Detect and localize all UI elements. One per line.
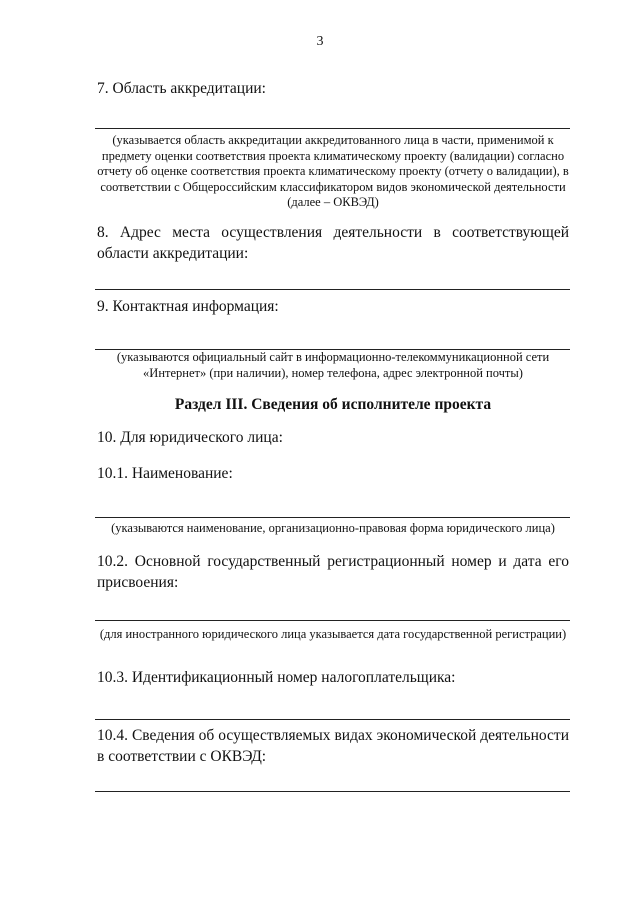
part-3-heading: Раздел III. Сведения об исполнителе проекта [174, 396, 492, 413]
fill-line-10-3 [95, 719, 570, 720]
section-10-1-note: (указываются наименование, организационно-правовая форма юридического лица) [111, 521, 555, 535]
fill-line-10-2 [95, 620, 570, 621]
section-10-label: 10. Для юридического лица: [97, 429, 283, 446]
section-8-label: 8. Адрес места осуществления деятельности в соответствующей области аккредитации: [97, 224, 569, 262]
fill-line-10-4 [95, 791, 570, 792]
section-10-2-label: 10.2. Основной государственный регистрационный номер и дата его присвоения: [97, 553, 569, 591]
fill-line-10-1 [95, 517, 570, 518]
section-10-3-label: 10.3. Идентификационный номер налогоплательщика: [97, 669, 456, 686]
section-10-1-label: 10.1. Наименование: [97, 465, 233, 482]
section-10-2-note: (для иностранного юридического лица указывается дата государственной регистрации) [99, 627, 567, 641]
section-7-label: 7. Область аккредитации: [97, 80, 266, 97]
fill-line-8 [95, 289, 570, 290]
section-10-4-label: 10.4. Сведения об осуществляемых видах экономической деятельности в соответствии с ОКВЭД: [97, 727, 569, 765]
fill-line-7 [95, 128, 570, 129]
section-9-label: 9. Контактная информация: [97, 298, 279, 315]
section-9-note: (указываются официальный сайт в информационно-телекоммуникационной сети «Интернет» (при наличии), номер телефона, адрес электронной почты) [116, 350, 550, 380]
page-number: 3 [316, 34, 324, 49]
section-7-note: (указывается область аккредитации аккредитованного лица в части, применимой к предмету оценки соответствия проекта климатическому проекту (валидации) согласно отчету об оценке соответствия проекта климатическому проекту (отчету о валидации), в соответствии с Общероссийским классификатором видов экономической деятельности (далее – ОКВЭД) [97, 133, 569, 209]
